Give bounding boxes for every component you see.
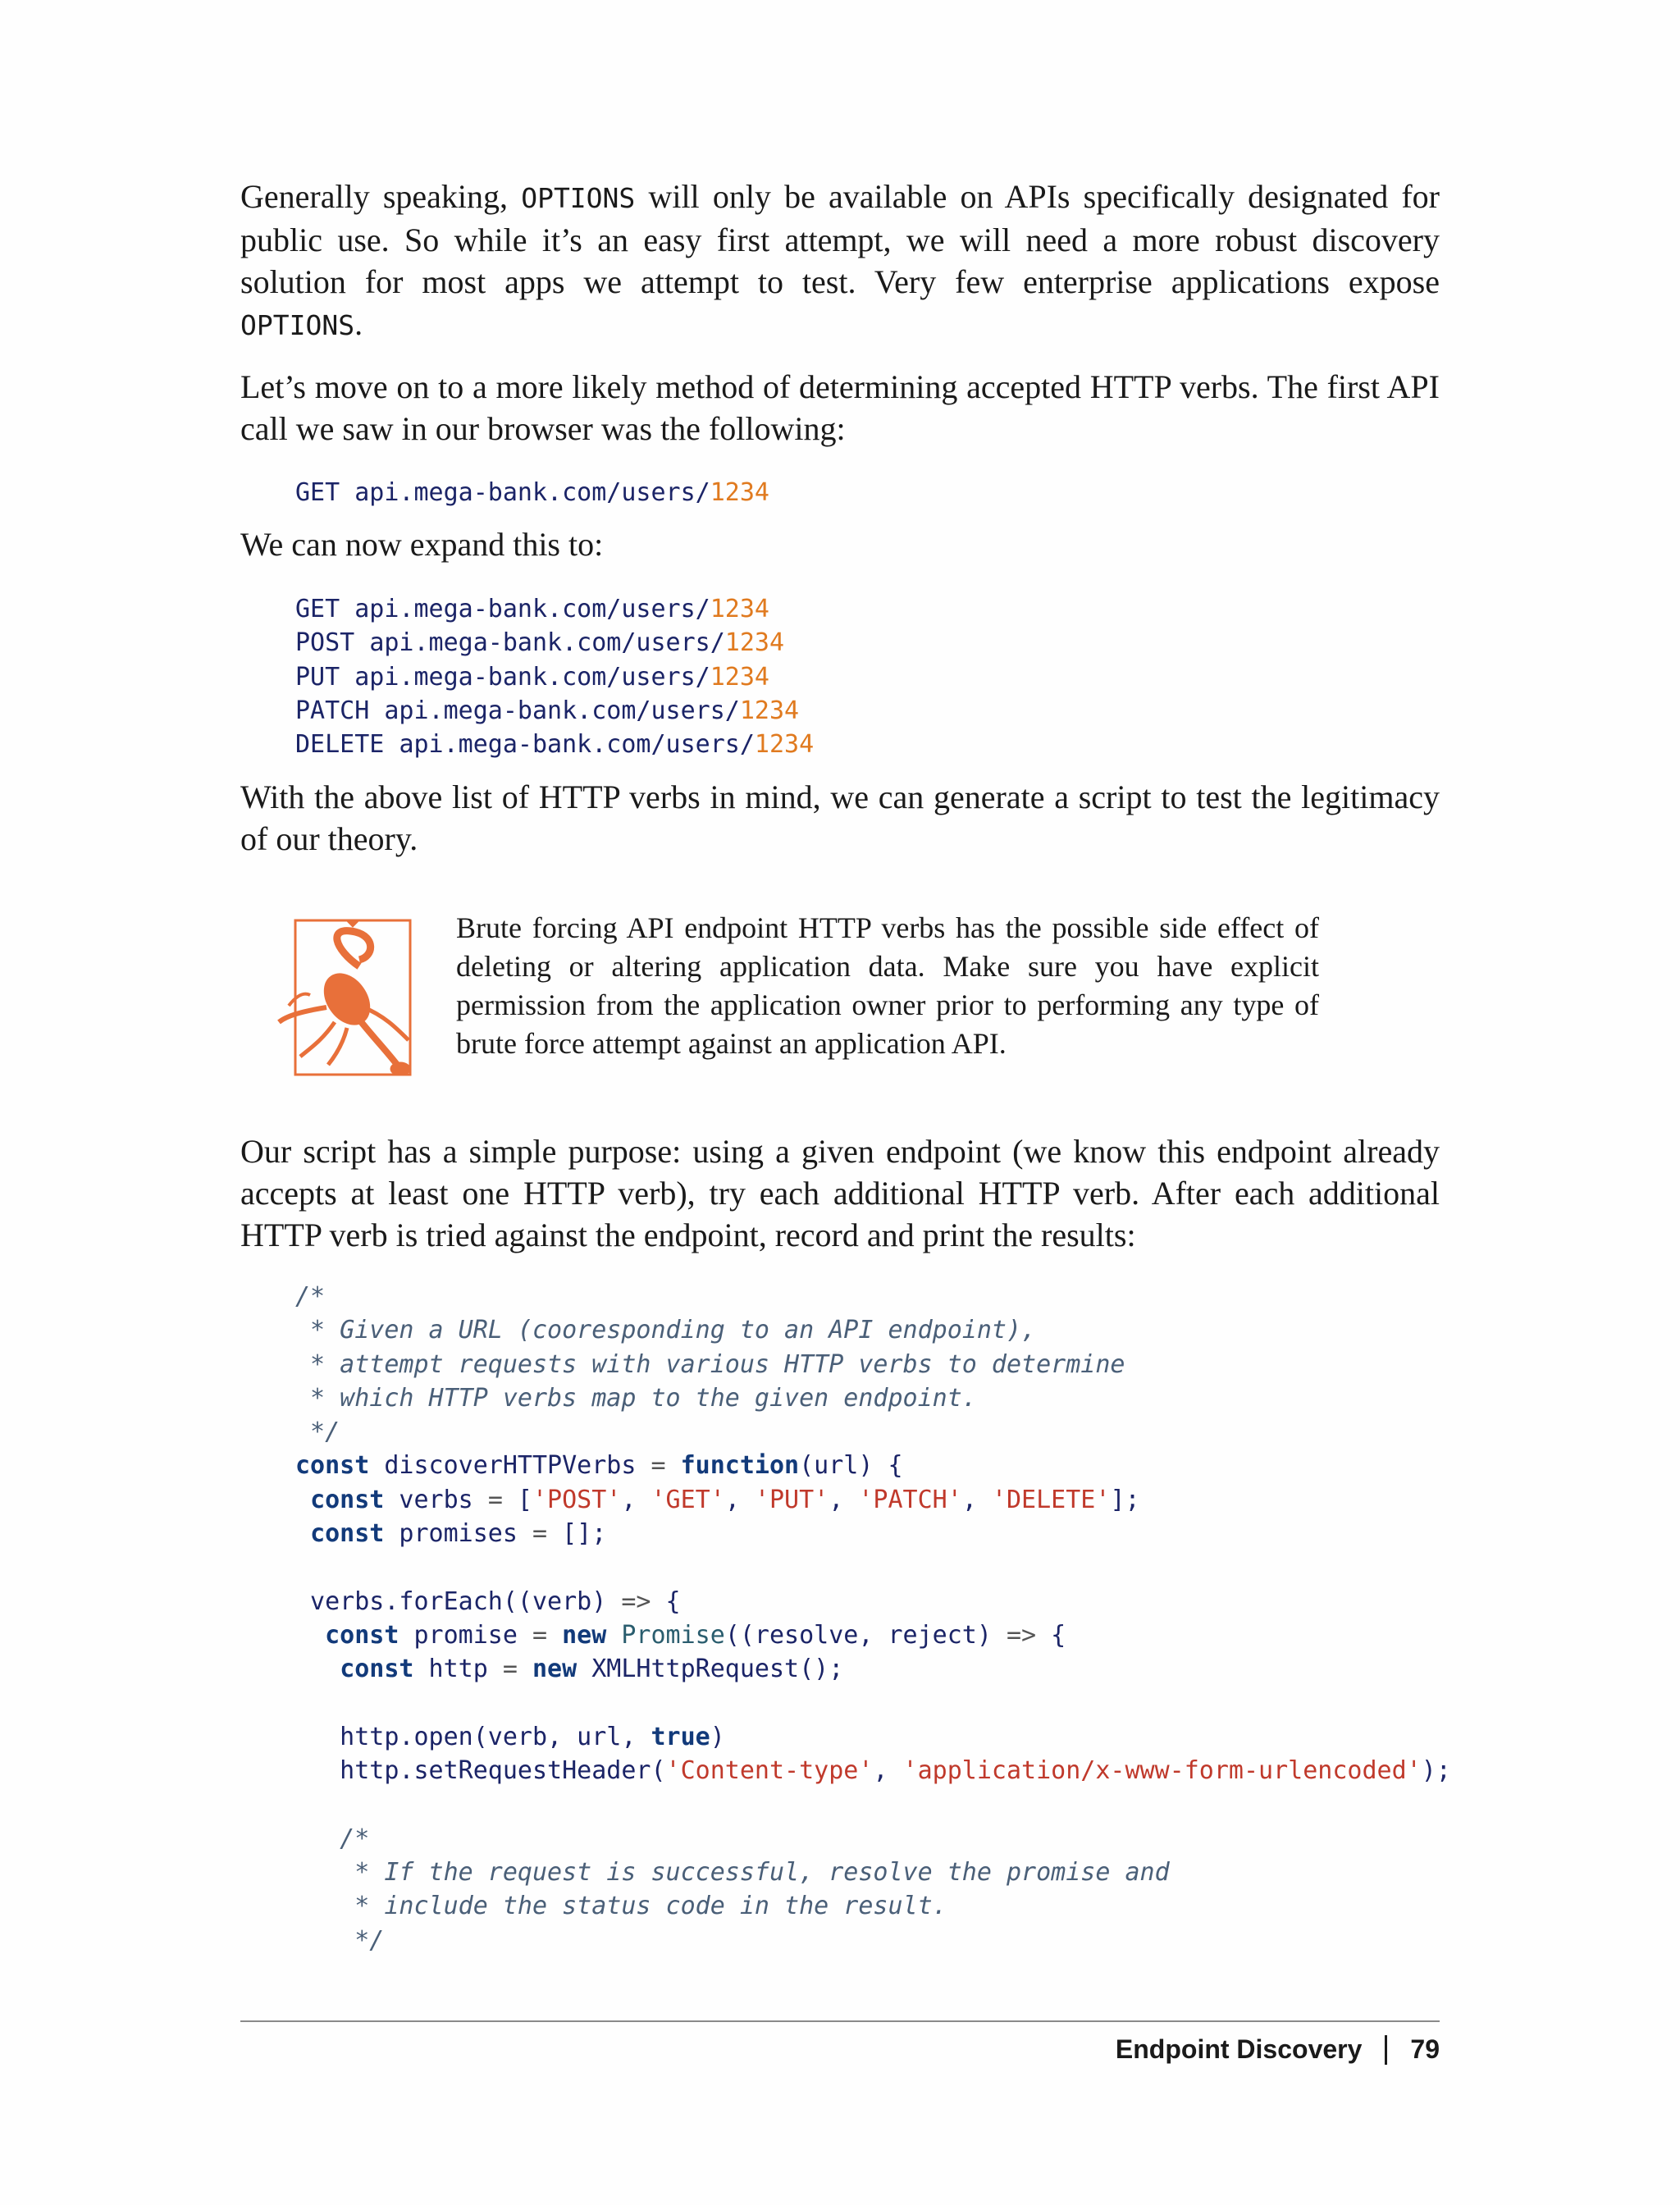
page-number: 79 [1410,2034,1440,2064]
code-line: verbs.forEach((verb) => { [295,1586,681,1616]
paragraph-text: will only be available on APIs specifically designated for public use. So while it’s an easy first attempt, we will need a more robust discovery solution for most apps we attempt to test. Very few enterprise applications expose [240,178,1440,300]
code-line: GET api.mega-bank.com/users/1234 [295,595,769,623]
paragraph-legitimacy: With the above list of HTTP verbs in mind, we can generate a script to test the legitimacy of our theory. [240,778,1440,857]
inline-code-options: OPTIONS [240,309,355,341]
code-line: POST api.mega-bank.com/users/1234 [295,628,785,658]
page-footer [1116,2034,1440,2065]
code-line: /* [295,1282,326,1311]
inline-code-options: OPTIONS [521,182,636,214]
code-path: users [665,730,740,760]
code-line: http.setRequestHeader('Content-type', 'application/x-www-form-urlencoded'); [295,1756,1451,1786]
code-id: 1234 [710,662,769,692]
code-line: * Given a URL (cooresponding to an API endpoint), [295,1316,1037,1345]
code-verb: PUT [295,662,340,692]
code-host: api.mega-bank.com [384,696,637,725]
footer-section-title: Endpoint Discovery [1115,2034,1363,2064]
code-host: api.mega-bank.com [369,628,622,658]
code-line: http.open(verb, url, true) [295,1722,725,1751]
footer-rule [240,2020,1440,2022]
code-line: const discoverHTTPVerbs = function(url) { [295,1451,903,1481]
code-line: * include the status code in the result. [295,1892,947,1921]
code-id: 1234 [710,595,769,623]
warning-text: Brute forcing API endpoint HTTP verbs has the possible side effect of deleting or altering application data. Make sure you have explicit permission from the application owner prior to performing any type of brute force attempt against an application API. [456,911,1319,1060]
code-line: const verbs = ['POST', 'GET', 'PUT', 'PATCH', 'DELETE']; [310,1485,1140,1514]
code-id: 1234 [724,628,785,658]
paragraph-expand: We can now expand this to: [240,526,604,563]
code-id: 1234 [710,478,769,507]
code-id: 1234 [754,730,815,760]
code-host: api.mega-bank.com [399,730,651,760]
code-line: const promise = new Promise((resolve, reject) => { [325,1620,1066,1650]
code-verb: DELETE [295,730,385,760]
paragraph-http-verbs: Let’s move on to a more likely method of determining accepted HTTP verbs. The first API call we saw in our browser was the following: [240,368,1440,447]
paragraph-script-purpose: Our script has a simple purpose: using a given endpoint (we know this endpoint already accepts at least one HTTP verb), try each additional HTTP verb. After each additional HTTP verb is tried against the endpoint, record and print the results: [240,1133,1440,1253]
code-id: 1234 [739,696,800,725]
paragraph-text: Generally speaking, [240,178,522,215]
code-host: api.mega-bank.com [354,478,607,507]
code-line: * which HTTP verbs map to the given endpoint. [295,1383,977,1413]
code-line: */ [295,1925,385,1955]
code-line: const http = new XMLHttpRequest(); [340,1655,844,1684]
code-line: const promises = []; [310,1519,607,1549]
code-path: users [621,662,696,692]
code-single-request: GET api.mega-bank.com/users/1234 [295,478,769,507]
code-path: users [621,478,696,507]
code-line: DELETE api.mega-bank.com/users/1234 [295,730,815,760]
code-host: api.mega-bank.com [354,595,607,623]
code-line: * If the request is successful, resolve the promise and [295,1858,1170,1888]
code-verb: PATCH [295,696,370,725]
code-host: api.mega-bank.com [354,662,607,692]
code-path: users [621,595,696,623]
code-line: */ [295,1418,340,1447]
code-path: users [636,628,710,658]
code-script [295,1280,1451,1957]
code-line: /* [295,1824,370,1853]
paragraph-text: . [354,305,363,342]
code-verb-list [295,592,814,761]
code-verb: POST [295,628,355,658]
footer-separator [1385,2035,1387,2065]
code-line: * attempt requests with various HTTP verbs to determine [295,1349,1125,1379]
code-line: PUT api.mega-bank.com/users/1234 [295,662,769,692]
code-path: users [651,696,725,725]
paragraph-options [240,176,1440,346]
code-verb: GET [295,478,340,507]
code-verb: GET [295,595,340,623]
scorpion-icon [277,917,413,1080]
code-line: PATCH api.mega-bank.com/users/1234 [295,696,800,725]
